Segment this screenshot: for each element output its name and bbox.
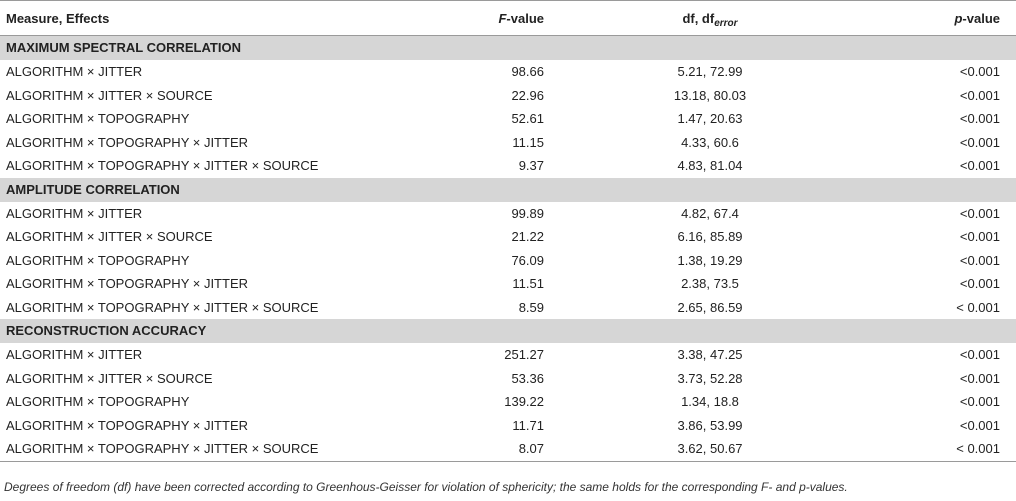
table-row <box>0 60 1016 84</box>
df-cell: 13.18, 80.03 <box>673 87 747 103</box>
header-df: df, $df_{error}$ <box>682 11 738 29</box>
section-header <box>0 36 1016 60</box>
effect-cell: ALGORITHM × TOPOGRAPHY × JITTER <box>6 276 248 291</box>
df-cell: 2.65, 86.59 <box>677 299 743 315</box>
f-value-cell: 8.07 <box>518 441 544 456</box>
f-value-cell: 99.89 <box>511 205 544 221</box>
effect-cell: ALGORITHM × JITTER × SOURCE <box>6 87 213 103</box>
df-cell: 2.38, 73.5 <box>681 276 739 291</box>
table-row <box>0 154 1016 178</box>
df-cell: 4.83, 81.04 <box>677 158 743 173</box>
table-row <box>0 343 1016 367</box>
effect-cell: ALGORITHM × TOPOGRAPHY <box>6 252 190 268</box>
table-row <box>0 202 1016 226</box>
table-row <box>0 84 1016 108</box>
f-value-cell: 251.27 <box>504 347 544 362</box>
effect-cell: ALGORITHM × TOPOGRAPHY × JITTER × SOURCE <box>6 158 319 173</box>
table-row <box>0 414 1016 438</box>
header-measure: Measure, Effects <box>6 11 110 26</box>
table-row <box>0 249 1016 273</box>
table-footnote: Degrees of freedom (df) have been corrected according to Greenhous-Geisser for violation of sphericity; the same holds for the corresponding F- and p-values. <box>4 480 848 494</box>
df-cell: 1.34, 18.8 <box>681 394 739 409</box>
p-value-cell: <0.001 <box>959 370 1000 386</box>
table-row <box>0 107 1016 131</box>
p-value-cell: < 0.001 <box>956 441 1000 456</box>
p-value-cell: <0.001 <box>959 276 1000 291</box>
p-value-cell: <0.001 <box>959 64 1000 79</box>
df-cell: 1.38, 19.29 <box>677 252 743 268</box>
p-value-cell: <0.001 <box>959 347 1000 362</box>
f-value-cell: 76.09 <box>511 252 544 268</box>
section-title: AMPLITUDE CORRELATION <box>6 181 180 197</box>
f-value-cell: 11.71 <box>512 417 544 433</box>
table-header <box>0 0 1016 36</box>
df-cell: 4.33, 60.6 <box>681 134 739 150</box>
df-cell: 3.38, 47.25 <box>677 347 743 362</box>
p-value-cell: <0.001 <box>959 417 1000 433</box>
table-row <box>0 131 1016 155</box>
section-title: MAXIMUM SPECTRAL CORRELATION <box>6 40 241 55</box>
table-body <box>0 36 1016 462</box>
effect-cell: ALGORITHM × TOPOGRAPHY × JITTER × SOURCE <box>6 441 319 456</box>
f-value-cell: 21.22 <box>511 229 544 244</box>
effect-cell: ALGORITHM × TOPOGRAPHY × JITTER <box>6 134 248 150</box>
df-cell: 1.47, 20.63 <box>677 111 743 126</box>
p-value-cell: <0.001 <box>959 252 1000 268</box>
table-row <box>0 272 1016 296</box>
p-value-cell: <0.001 <box>959 205 1000 221</box>
effect-cell: ALGORITHM × JITTER <box>6 205 143 221</box>
table-row <box>0 296 1016 320</box>
df-cell: 4.82, 67.4 <box>681 205 739 221</box>
effect-cell: ALGORITHM × TOPOGRAPHY × JITTER <box>6 417 248 433</box>
section-title: RECONSTRUCTION ACCURACY <box>6 323 207 338</box>
p-value-cell: <0.001 <box>959 87 1000 103</box>
f-value-cell: 52.61 <box>511 111 544 126</box>
header-f-value: F-value <box>498 11 544 26</box>
df-cell: 5.21, 72.99 <box>677 64 743 79</box>
f-value-cell: 8.59 <box>518 299 544 315</box>
p-value-cell: <0.001 <box>959 229 1000 244</box>
p-value-cell: <0.001 <box>959 111 1000 126</box>
df-cell: 6.16, 85.89 <box>677 229 743 244</box>
f-value-cell: 11.51 <box>512 276 544 291</box>
f-value-cell: 98.66 <box>511 64 544 79</box>
f-value-cell: 53.36 <box>511 370 544 386</box>
p-value-cell: <0.001 <box>959 134 1000 150</box>
df-cell: 3.62, 50.67 <box>677 441 743 456</box>
df-cell: 3.86, 53.99 <box>677 417 743 433</box>
table-row <box>0 225 1016 249</box>
effect-cell: ALGORITHM × JITTER <box>6 64 143 79</box>
section-header <box>0 319 1016 343</box>
effect-cell: ALGORITHM × JITTER × SOURCE <box>6 229 213 244</box>
table-row <box>0 437 1016 462</box>
section-header <box>0 178 1016 202</box>
f-value-cell: 139.22 <box>504 394 544 409</box>
effect-cell: ALGORITHM × JITTER <box>6 347 143 362</box>
effect-cell: ALGORITHM × TOPOGRAPHY <box>6 394 190 409</box>
f-value-cell: 9.37 <box>518 158 544 173</box>
p-value-cell: <0.001 <box>959 158 1000 173</box>
p-value-cell: < 0.001 <box>956 299 1000 315</box>
table-row <box>0 390 1016 414</box>
effect-cell: ALGORITHM × JITTER × SOURCE <box>6 370 213 386</box>
f-value-cell: 11.15 <box>512 134 544 150</box>
f-value-cell: 22.96 <box>511 87 544 103</box>
header-p-value: p-value <box>954 11 1000 26</box>
effect-cell: ALGORITHM × TOPOGRAPHY <box>6 111 190 126</box>
effect-cell: ALGORITHM × TOPOGRAPHY × JITTER × SOURCE <box>6 299 319 315</box>
p-value-cell: <0.001 <box>959 394 1000 409</box>
table-row <box>0 367 1016 391</box>
df-cell: 3.73, 52.28 <box>677 370 743 386</box>
